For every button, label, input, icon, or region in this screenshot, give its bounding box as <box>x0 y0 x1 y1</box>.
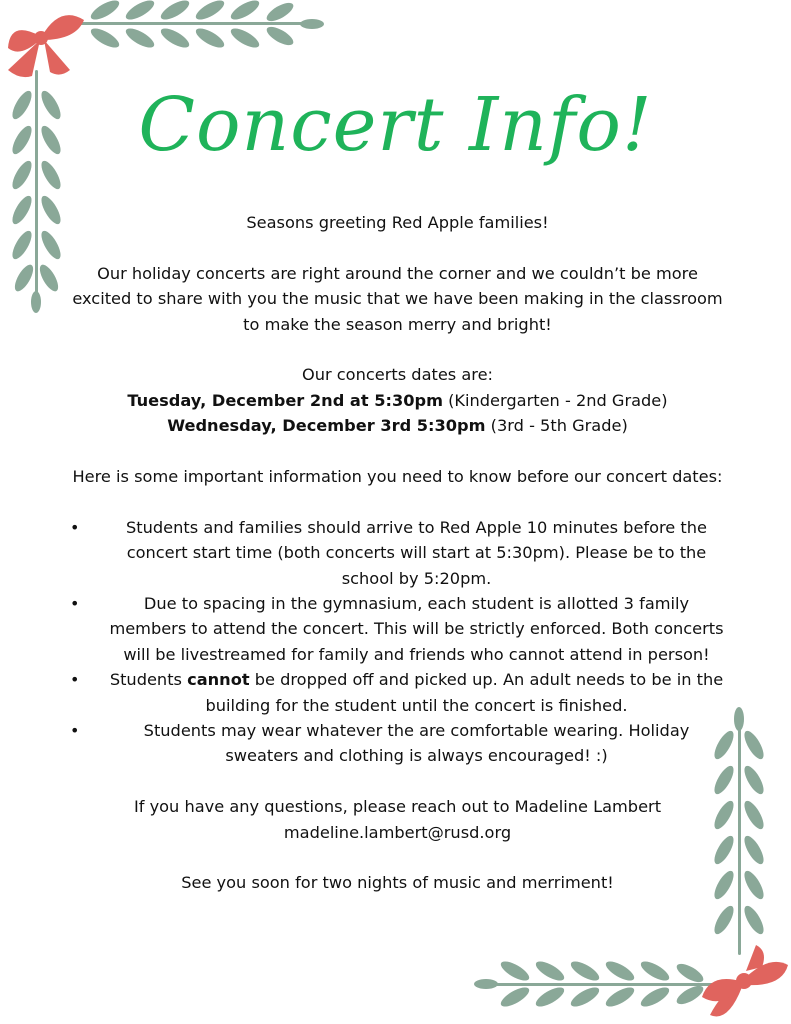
concert-date-2-when: Wednesday, December 3rd 5:30pm <box>167 416 486 436</box>
contact-email: madeline.lambert@rusd.org <box>283 822 512 842</box>
bullet-3-post: be dropped off and picked up. An adult needs to be in the building for the student until the concert is finished. <box>205 670 724 715</box>
closing-line: See you soon for two nights of music and merriment! <box>181 873 614 893</box>
concert-date-2 <box>70 413 725 438</box>
info-heading: Here is some important information you need to know before our concert dates: <box>72 467 723 487</box>
dates-heading: Our concerts dates are: <box>301 365 494 385</box>
bullet-3-emphasis: cannot <box>187 670 250 690</box>
list-item: • Students and families should arrive to Red Apple 10 minutes before the concert start time (both concerts will start at 5:30pm). Please be to the school by 5:20pm. <box>108 515 725 591</box>
concert-date-2-grades: (3rd - 5th Grade) <box>485 416 628 436</box>
concert-date-1-when: Tuesday, December 2nd at 5:30pm <box>127 390 443 410</box>
letter-body <box>70 210 725 896</box>
page-title: Concert Info! <box>138 82 653 168</box>
bullet-3-pre: Students <box>109 670 188 690</box>
greeting: Seasons greeting Red Apple families! <box>246 213 549 232</box>
info-list <box>70 515 725 769</box>
list-item: • Students may wear whatever the are comfortable wearing. Holiday sweaters and clothing is always encouraged! :) <box>108 718 725 769</box>
contact-line: If you have any questions, please reach out to Madeline Lambert <box>133 797 662 817</box>
list-item <box>108 667 725 718</box>
concert-date-1 <box>70 388 725 413</box>
list-item: • Due to spacing in the gymnasium, each student is allotted 3 family members to attend the concert. This will be strictly enforced. Both concerts will be livestreamed for family and friends who cannot attend in person! <box>108 591 725 667</box>
intro-paragraph: Our holiday concerts are right around the corner and we couldn’t be more excited to share with you the music that we have been making in the classroom to make the season merry and bright! <box>72 263 723 334</box>
concert-date-1-grades: (Kindergarten - 2nd Grade) <box>442 390 668 410</box>
